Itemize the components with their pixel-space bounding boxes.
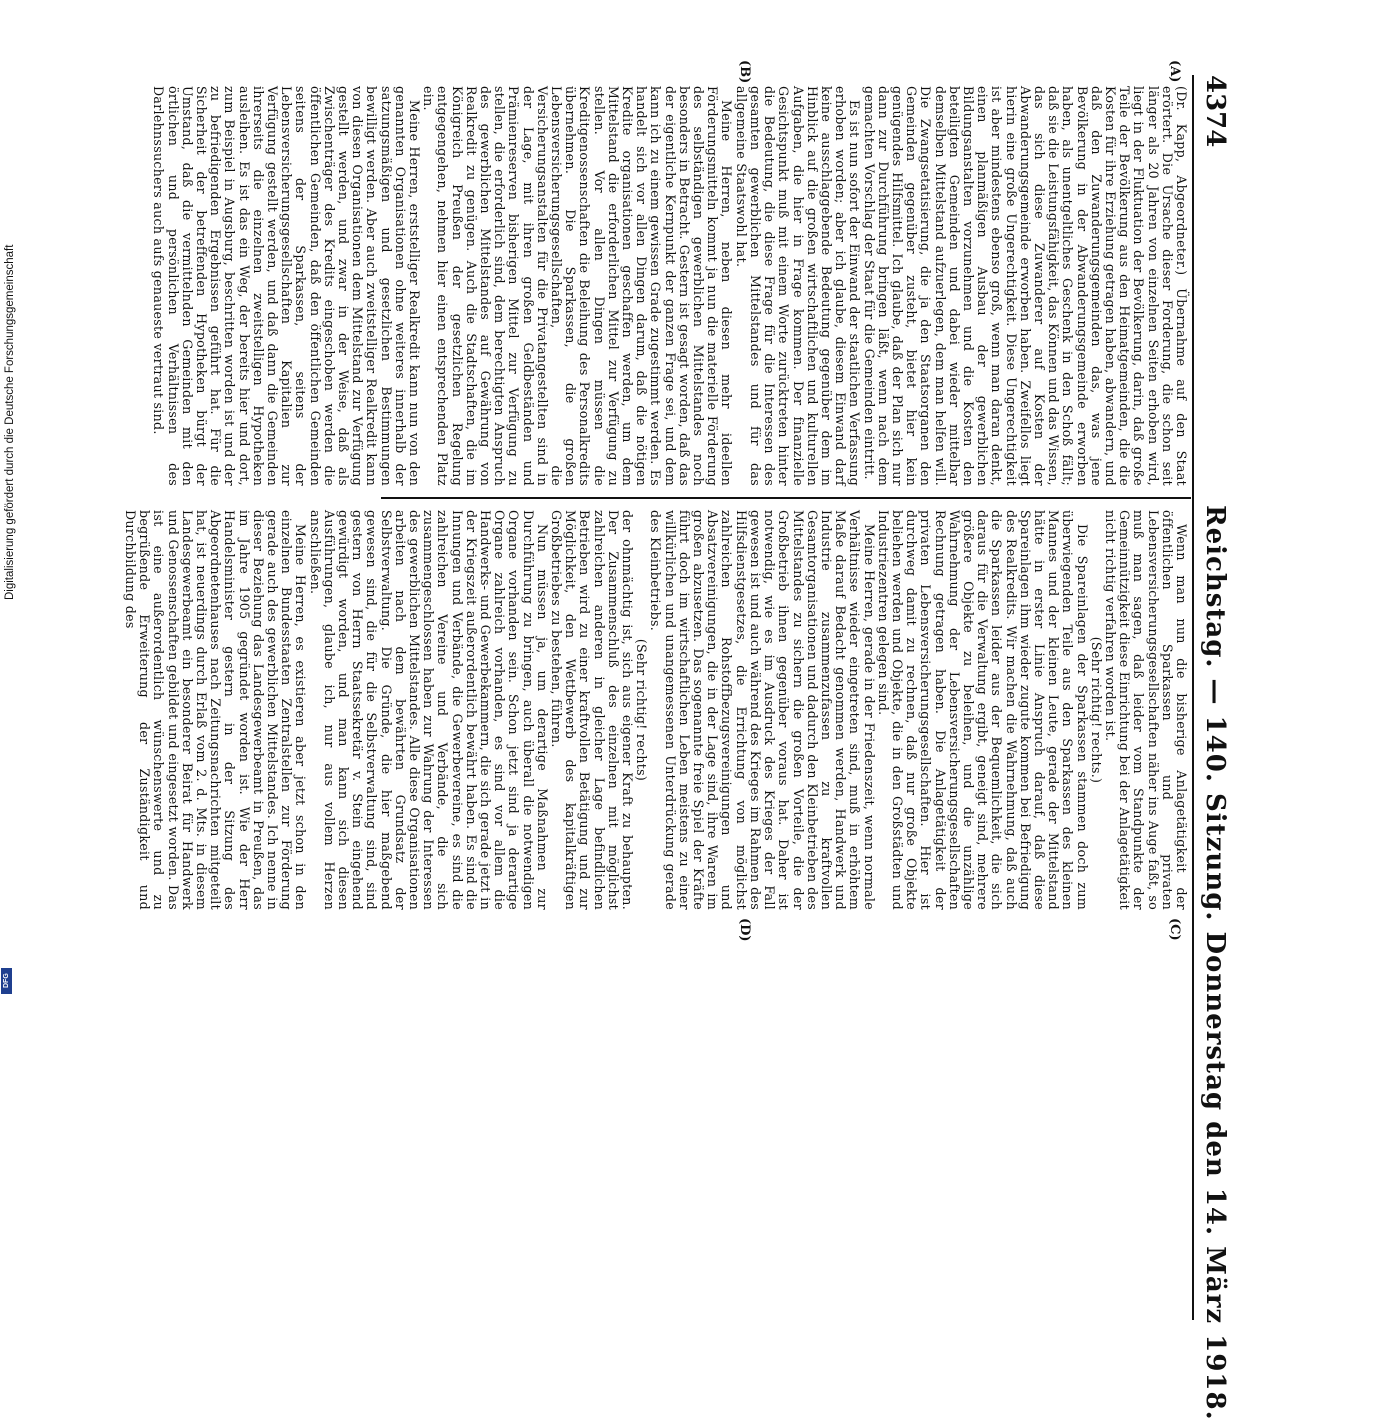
paragraph: Meine Herren, erststelliger Realkredit kann nun von den genannten Organisationen ohne weiteres innerhalb der satzungsmäßigen und gesetzlichen Bestimmungen bewilligt werden. Aber auch zweitstelliger Realkredit kann von diesen Organisationen dem Mittelstand zur Verfügung gestellt werden, und zwar in der Weise, daß als Zwischenträger des Kredits eingeschoben werden die öffentlichen Gemeinden, daß den öffentlichen Gemeinden seitens der Sparkassen, seitens der Lebensversicherungsgesellschaften Kapitalien zur Verfügung gestellt werden, und daß dann die Gemeinden ihrerseits die einzelnen zweitstelligen Hypotheken ausleihen. Es ist das ein Weg, der bereits hier und dort, zum Beispiel in Augsburg, beschritten worden ist und der zu befriedigenden Ergebnissen geführt hat. Für die Sicherheit der betreffenden Hypotheken bürgt der Umstand, daß die vermittelnden Gemeinden mit den örtlichen und persönlichen Verhältnissen des Darlehnssuchers auch aufs genaueste vertraut sind. bbox=[151, 86, 423, 486]
paragraph: der ohnmächtig ist, sich aus eigener Kraft zu behaupten. Der Zusammenschluß des einzelnen mit möglichst zahlreichen anderen in gleicher Lage befindlichen Betrieben wird zu einer kraftvollen Betätigung und zur Möglichkeit, den Wettbewerb des kapitalkräftigen Großbetriebes zu bestehen, führen. bbox=[549, 510, 636, 910]
header-rule bbox=[1192, 75, 1194, 1320]
running-title: Reichstag. — 140. Sitzung. Donnerstag den 14. März 1918. bbox=[1200, 505, 1230, 1421]
paragraph: Die Spareinlagen der Sparkassen stammen doch zum überwiegenden Teile aus den Sparkassen des kleinen Mannes und der kleinen Leute, gerade der Mittelstand hätte in erster Linie Anspruch darauf, daß diese Spareinlagen ihm wieder zugute kommen bei Befriedigung des Realkredits. Wir machen die Wahrnehmung, daß auch die Sparkassen leider aus der Bequemlichkeit, die sich daraus für die Verwaltung ergibt, geneigt sind, mehrere größere Objekte zu beleihen, und die unzählige Wahrnehmung der Lebensversicherungsgesellschaften Rechnung getragen haben. Die Anlagetätigkeit der privaten Lebensversicherungsgesellschaften. Hier ist durchweg damit zu rechnen, daß nur große Objekte beliehen werden und Objekte, die in den Großstädten und Industriezentren gelegen sind. bbox=[875, 510, 1090, 910]
dfg-logo-icon: DFG bbox=[1, 968, 12, 994]
page-header bbox=[1200, 75, 1230, 1421]
paragraph: Wenn man nun die bisherige Anlagetätigkeit der öffentlichen Sparkassen und privaten Lebensversicherungsgesellschaften näher ins Auge faßt, so muß man sagen, daß leider vom Standpunkte der Gemeinnützigkeit diese Einrichtung bei der Anlagetätigkeit nicht richtig verfahren worden ist. bbox=[1102, 510, 1189, 910]
margin-mark-d: (D) bbox=[737, 918, 752, 942]
margin-mark-a: (A) bbox=[1167, 60, 1182, 83]
paragraph: Meine Herren, es existieren aber jetzt schon in den einzelnen Bundesstaaten Zentralstellen zur Förderung gerade auch des gewerblichen Mittelstandes. Ich nenne in dieser Beziehung das Landesgewerbeamt in Preußen, das im Jahre 1905 gegründet worden ist. Wie der Herr Handelsminister gestern in der Sitzung des Abgeordnetenhauses nach Zeitungsnachrichten mitgeteilt hat, ist neuerdings durch Erlaß vom 2. d. Mts. in diesem Landesgewerbeamt ein besonderer Beirat für Handwerk und Genossenschaften gebildet und eingesetzt worden. Das ist eine außerordentlich wünschenswerte und zu begrüßende Erweiterung der Zuständigkeit und Durchbildung des bbox=[122, 510, 309, 910]
margin-mark-b: (B) bbox=[737, 60, 752, 84]
paragraph: Meine Herren, neben diesen mehr ideellen Förderungsmitteln kommt ja nun die materielle Förderung des selbständigen gewerblichen Mittelstandes noch besonders in Betracht. Gestern ist gesagt worden, daß das der eigentliche Kernpunkt der ganzen Frage sei, und dem kann ich zu einem gewissen Grade zugestimmt werden. Es handelt sich vor allen Dingen darum, daß die nötigen Kredite organisationen geschaffen werden, um dem Mittelstand die erforderlichen Mittel zur Verfügung zu stellen. Vor allen Dingen müssen die Kreditgenossenschaften die Beleihung des Personalkredits übernehmen. Die Sparkassen, die großen Lebensversicherungsgesellschaften, die Versicherungsanstalten für die Privatangestellten sind in der Lage, mit ihren großen Geldbeständen und Prämienreserven bisherigen Mittel zur Verfügung zu stellen, die erforderlich sind, dem berechtigten Anspruch des gewerblichen Mittelstandes auf Gewährung von Realkredit zu genügen. Auch die Stadtschaften, die im Königreich Preußen der gesetzlichen Regelung entgegengehen, nehmen hier einen entsprechenden Platz ein. bbox=[421, 86, 735, 486]
right-text-column bbox=[122, 510, 1189, 910]
paragraph: (Dr. Kapp, Abgeordneter.) Übernahme auf den Staat erörtert. Die Ursache dieser Forderung, die schon seit länger als 20 Jahren von einzelnen Seiten erhoben wird, liegt in der Fluktuation der Bevölkerung, darin, daß große Teile der Bevölkerung aus den Heimatgemeinden, die die Kosten für ihre Erziehung getragen haben, abwandern, und daß den Zuwanderungsgemeinden das, was jene Bevölkerung in der Abwanderungsgemeinde erworben haben, als unentgeltliches Geschenk in den Schoß fällt; daß sie die Leistungsfähigkeit, das Können und das Wissen, das sich diese Zuwanderer auf Kosten der Abwanderungsgemeinde erworben haben. Zweifellos liegt hierin eine große Ungerechtigkeit. Diese Ungerechtigkeit ist aber mindestens ebenso groß, wenn man daran denkt, einen planmäßigen Ausbau der gewerblichen Bildungsanstalten vorzunehmen und die Kosten den beteiligten Gemeinden und dabei wieder mittelbar demselben Mittelstand aufzuerlegen, dem man helfen will. Die Zwangsetatisierung, die ja den Staatsorganen den Gemeinden gegenüber zusteht, bietet hier kein genügendes Hilfsmittel. Ich glaube, daß der Plan sich nur dann zur Durchführung bringen läßt, wenn nach dem gemachten Vorschlag der Staat für die Gemeinden eintritt. bbox=[861, 86, 1189, 486]
interjection: (Sehr richtig! rechts.) bbox=[1088, 636, 1104, 784]
column-divider bbox=[381, 497, 1191, 499]
margin-mark-c: (C) bbox=[1167, 918, 1182, 941]
paragraph: Meine Herren, gerade in der Friedenszeit, wenn normale Verhältnisse wieder eingetreten sind, muß in erhöhtem Maße darauf Bedacht genommen werden, Handwerk und Industrie zusammenzufassen zu kraftvollen Gesamtorganisationen und dadurch den Kleinbetrieben des Mittelstandes zu sichern die großen Vorteile, die der Großbetrieb ihnen gegenüber voraus hat. Daher ist notwendig, wie es im Ausdruck des Krieges der Fall gewesen ist und auch während des Krieges im Rahmen des Hilfsdienstgesetzes, die Errichtung von möglichst zahlreichen Rohstoffbezugsvereinigungen und Absatzvereinigungen, die in der Lage sind, ihre Waren im großen abzusetzen. Das sogenannte freie Spiel der Kräfte führt doch im wirtschaftlichen Leben meistens zu einer willkürlichen und unangemessenen Unterdrückung gerade des Kleinbetriebs. bbox=[648, 510, 877, 910]
interjection: (Sehr richtig! rechts) bbox=[634, 638, 650, 782]
digitization-credit: Digitalisierung gefördert durch die Deutsche Forschungsgemeinschaft bbox=[4, 244, 16, 600]
left-text-column bbox=[151, 86, 1189, 486]
paragraph: Es ist nun sofort der Einwand der staatlichen Verfassung erhoben worden; aber ich glaube, diesem Einwand darf keine ausschlaggebende Bedeutung gegenüber dem im Hinblick auf die großen wirtschaftlichen und kulturellen Aufgaben, die hier in Frage kommen. Der finanzielle Gesichtspunkt muß mit einem Worte zurücktreten hinter die Bedeutung, die diese Frage für die Interessen des gesamten gewerblichen Mittelstandes und für das allgemeine Staatswohl hat. bbox=[733, 86, 863, 486]
paragraph: Nun müssen ja, um derartige Maßnahmen zur Durchführung zu bringen, auch überall die notwendigen Organe vorhanden sein. Schon jetzt sind ja derartige Organe zahlreich vorhanden, es sind vor allem die Handwerks- und Gewerbekammern, die sich gerade jetzt in der Kriegszeit außerordentlich bewährt haben. Es sind die Innungen und Verbände, die Gewerbevereine, es sind die zahlreichen Vereine und Verbände, die sich zusammengeschlossen haben zur Wahrung der Interessen des gewerblichen Mittelstandes. Alle diese Organisationen arbeiten nach dem bewährten Grundsatz der Selbstverwaltung. Die Gründe, die hier maßgebend gewesen sind, die für die Selbstverwaltung sind, sind gestern von Herrn Staatssekretär v. Stein eingehend gewürdigt worden, und man kann sich diesen Ausführungen, glaube ich, nur aus vollem Herzen anschließen. bbox=[307, 510, 550, 910]
page-number: 4374 bbox=[1200, 75, 1230, 148]
